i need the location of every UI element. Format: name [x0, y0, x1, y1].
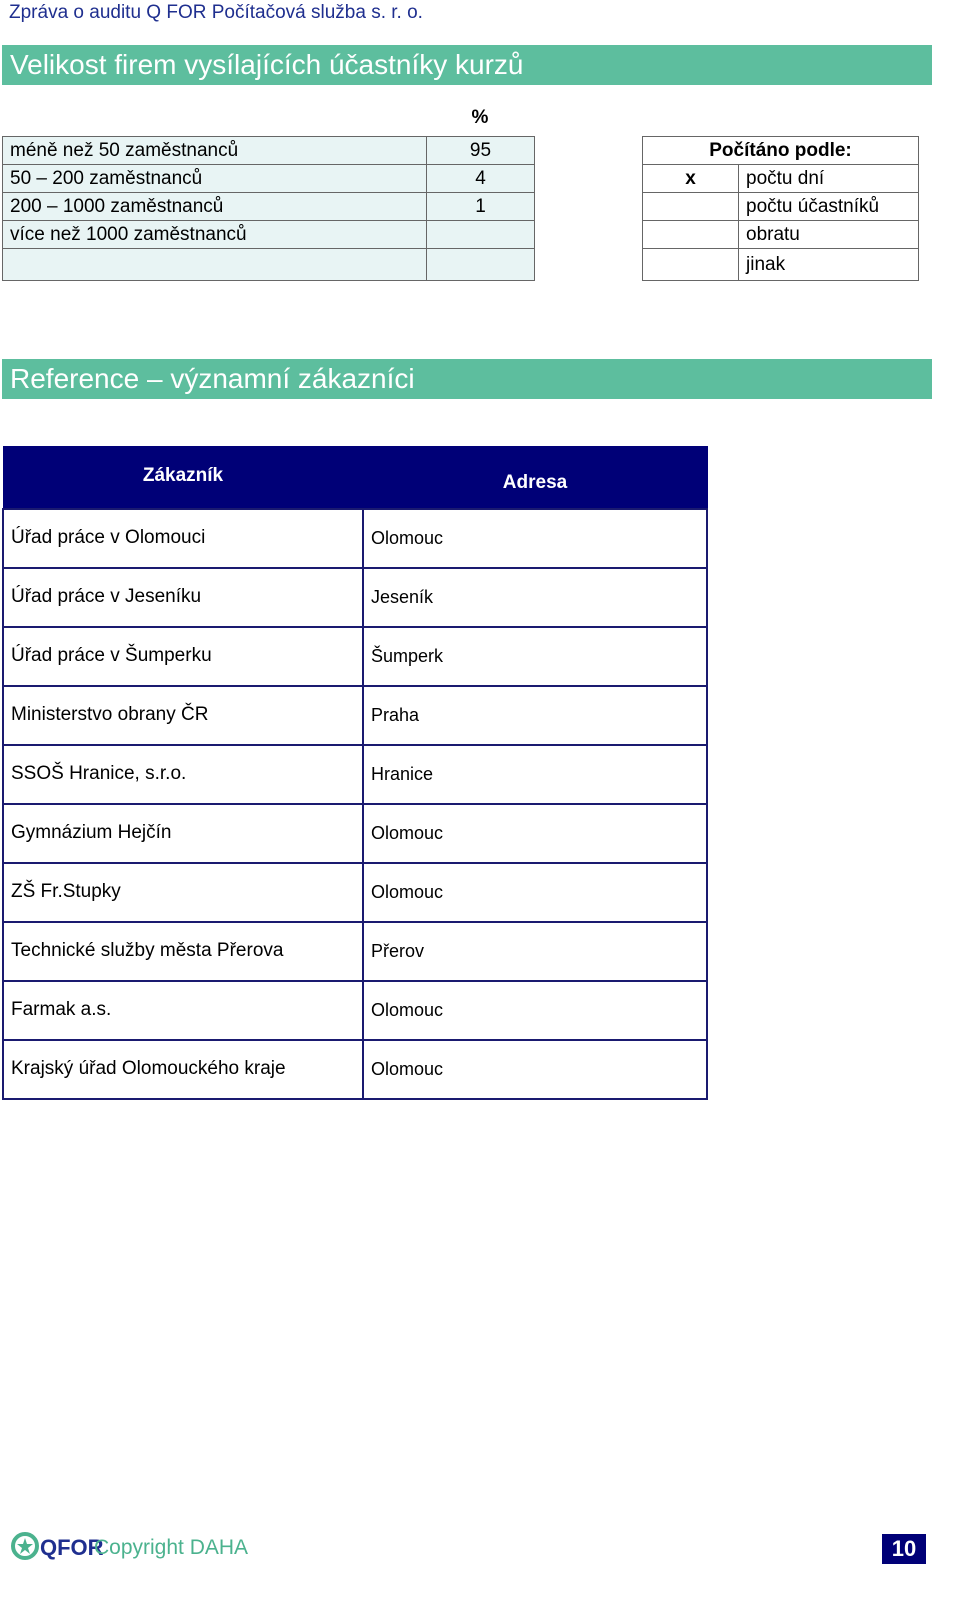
customer-name: Gymnázium Hejčín	[3, 804, 363, 863]
customer-address: Jeseník	[363, 568, 707, 627]
option-label: jinak	[739, 249, 919, 281]
table-row	[643, 193, 919, 221]
customers-table	[2, 446, 708, 1100]
table-row	[3, 221, 535, 249]
size-value: 4	[427, 165, 535, 193]
size-value: 1	[427, 193, 535, 221]
customer-address: Hranice	[363, 745, 707, 804]
size-label	[3, 249, 427, 281]
table-row	[3, 922, 707, 981]
table-row	[643, 165, 919, 193]
table-row	[643, 249, 919, 281]
counted-by-header: Počítáno podle:	[643, 137, 919, 165]
table-row	[3, 568, 707, 627]
table-row	[3, 249, 535, 281]
copyright-text: Copyright DAHA	[94, 1536, 249, 1559]
table-row	[643, 137, 919, 165]
customer-address: Olomouc	[363, 981, 707, 1040]
option-label: počtu účastníků	[739, 193, 919, 221]
customer-address: Přerov	[363, 922, 707, 981]
table-row	[3, 137, 535, 165]
customer-address: Šumperk	[363, 627, 707, 686]
company-size-table	[2, 136, 535, 281]
table-row	[3, 627, 707, 686]
customer-address: Olomouc	[363, 509, 707, 568]
customer-name: Technické služby města Přerova	[3, 922, 363, 981]
running-header: Zpráva o auditu Q FOR Počítačová služba s. r. o.	[9, 2, 423, 23]
page-number: 10	[882, 1534, 926, 1564]
customer-name: SSOŠ Hranice, s.r.o.	[3, 745, 363, 804]
table-row	[3, 686, 707, 745]
table-row	[3, 509, 707, 568]
table-row	[3, 745, 707, 804]
option-mark	[643, 221, 739, 249]
customer-address: Olomouc	[363, 863, 707, 922]
customer-name: Úřad práce v Šumperku	[3, 627, 363, 686]
table-row	[3, 863, 707, 922]
option-label: obratu	[739, 221, 919, 249]
size-label: více než 1000 zaměstnanců	[3, 221, 427, 249]
customer-name: Krajský úřad Olomouckého kraje	[3, 1040, 363, 1099]
customer-address: Olomouc	[363, 804, 707, 863]
size-value	[427, 249, 535, 281]
size-value	[427, 221, 535, 249]
customer-address: Olomouc	[363, 1040, 707, 1099]
customer-name: Ministerstvo obrany ČR	[3, 686, 363, 745]
customer-name: Farmak a.s.	[3, 981, 363, 1040]
size-label: 200 – 1000 zaměstnanců	[3, 193, 427, 221]
table-header-row	[3, 447, 707, 509]
customer-name: ZŠ Fr.Stupky	[3, 863, 363, 922]
customer-name: Úřad práce v Jeseníku	[3, 568, 363, 627]
option-mark	[643, 249, 739, 281]
qfor-logo	[10, 1530, 104, 1562]
size-label: méně než 50 zaměstnanců	[3, 137, 427, 165]
table-row	[3, 981, 707, 1040]
counted-by-table	[642, 136, 919, 281]
size-value: 95	[427, 137, 535, 165]
percent-column-header: %	[471, 107, 489, 128]
customer-column-header: Zákazník	[3, 447, 363, 509]
option-mark	[643, 193, 739, 221]
size-label: 50 – 200 zaměstnanců	[3, 165, 427, 193]
section-title-references: Reference – významní zákazníci	[2, 359, 932, 399]
section-title-company-size: Velikost firem vysílajících účastníky kurzů	[2, 45, 932, 85]
table-row	[643, 221, 919, 249]
option-mark: x	[643, 165, 739, 193]
table-row	[3, 193, 535, 221]
address-column-header: Adresa	[363, 447, 707, 509]
table-row	[3, 804, 707, 863]
customer-name: Úřad práce v Olomouci	[3, 509, 363, 568]
logo-text: QFOR	[40, 1535, 104, 1560]
table-row	[3, 165, 535, 193]
table-row	[3, 1040, 707, 1099]
option-label: počtu dní	[739, 165, 919, 193]
customer-address: Praha	[363, 686, 707, 745]
